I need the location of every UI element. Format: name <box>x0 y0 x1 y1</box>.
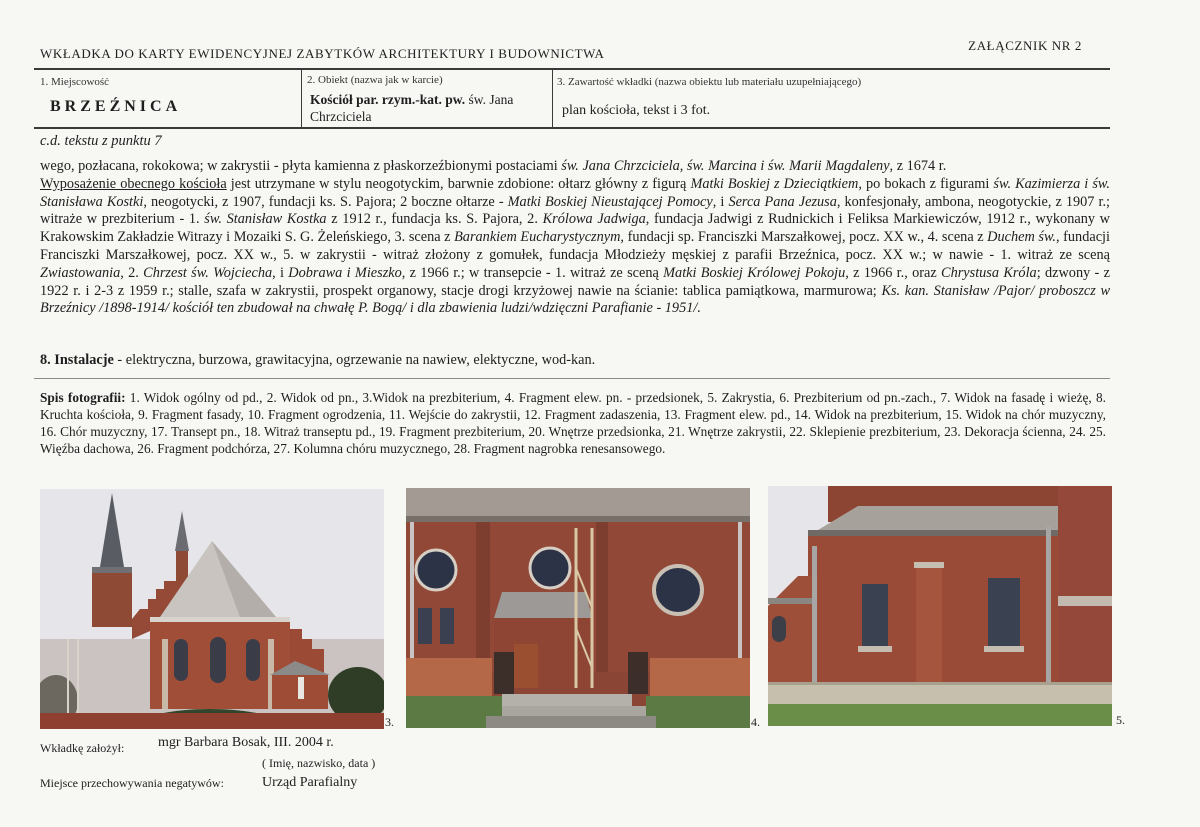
text-run: , 2. <box>120 264 144 281</box>
contents-value: plan kościoła, tekst i 3 fot. <box>562 103 711 118</box>
description-text <box>40 158 1110 318</box>
author-value: mgr Barbara Bosak, III. 2004 r. <box>158 735 334 750</box>
installations-text: - elektryczna, burzowa, grawitacyjna, ogrzewanie na nawiew, elektyczne, wod-kan. <box>113 352 596 368</box>
text-run: , z 1966 r., oraz <box>845 264 942 281</box>
text-run: , i <box>272 264 289 281</box>
header-rule-top <box>34 68 1110 70</box>
author-label: Wkładkę założył: <box>40 741 125 755</box>
text-run: , z 1966 r.; w transepcie - 1. witraż ze sceną <box>401 264 664 281</box>
photo-number-4: 4. <box>751 715 760 729</box>
text-run-italic: Serca Pana Jezusa <box>728 193 837 210</box>
photo-sacristy <box>768 486 1112 726</box>
text-run-italic: Chrystusa Króla <box>941 264 1037 281</box>
text-run-italic: Matki Boskiej Królowej Pokoju <box>663 264 846 281</box>
installations <box>40 352 595 369</box>
text-run: , i <box>712 193 729 210</box>
paragraph-2 <box>40 176 1110 318</box>
header-rule-bottom <box>34 127 1110 129</box>
document-title: WKŁADKA DO KARTY EWIDENCYJNEJ ZABYTKÓW ARCHITEKTURY I BUDOWNICTWA <box>40 46 605 61</box>
photo-church-apse <box>40 489 384 729</box>
continuation-note: c.d. tekstu z punktu 7 <box>40 133 162 149</box>
text-run-italic: Barankiem Eucharystycznym, <box>454 229 625 246</box>
text-run-italic: Matki Boskiej z Dzieciątkiem <box>690 175 859 192</box>
photo-number-5: 5. <box>1116 713 1125 727</box>
author-note: ( Imię, nazwisko, data ) <box>262 756 376 770</box>
text-run-italic: św. Kazimierza i św. Stanisława Kostki <box>40 175 1110 210</box>
text-run-italic: Duchem św. <box>987 229 1056 246</box>
text-run: , fundacja Jadwigi z Rudnickich i Feliksa Markiewiczów, 1912 r., wykonany w Krakowskim Zakładzie Witrazy i Mozaiki S. G. Żeleńskiego, 3. scena z <box>40 211 1111 246</box>
text-run-italic: Ks. kan. Stanisław /Pajor/ proboszcz w Brzeźnicy /1898-1914/ kościół ten zbudował na chwałę P. Bogą/ i dla zbawienia ludzi/wdzięczni Parafianie - 1951/. <box>40 282 1110 317</box>
text-run-italic: Dobrawa i Mieszko <box>288 264 402 281</box>
section-heading-underlined: Wyposażenie obecnego kościoła <box>40 175 227 192</box>
object-label: 2. Obiekt (nazwa jak w karcie) <box>307 74 443 86</box>
text-run: fundacji sp. Franciszki Marszałkowej, pocz. XX w., 4. scena z <box>624 229 988 246</box>
photo-north-facade <box>406 488 750 728</box>
text-run: z 1912 r., fundacja ks. S. Pajora, 2. <box>326 211 543 228</box>
text-run: jest utrzymane w stylu neogotyckim, barwnie zdobione: ołtarz główny z figurą <box>226 175 691 192</box>
annex-number: ZAŁĄCZNIK NR 2 <box>968 38 1082 53</box>
text-run-italic: Matki Boskiej Nieustającej Pomocy <box>507 193 713 210</box>
photo-number-3: 3. <box>385 715 394 729</box>
paragraph-1 <box>40 158 1110 176</box>
storage-value: Urząd Parafialny <box>262 775 358 790</box>
object-value <box>310 91 550 125</box>
photo-list-label: Spis fotografii: <box>40 390 126 405</box>
text-run: wego, pozłacana, rokokowa; w zakrystii - płyta kamienna z płaskorzeźbionymi postaciami <box>40 158 562 174</box>
storage-label: Miejsce przechowywania negatywów: <box>40 776 224 790</box>
field-divider-2 <box>552 70 553 127</box>
text-run-italic: Chrzest św. Wojciecha <box>143 264 273 281</box>
photo-north-facade-image <box>406 488 750 728</box>
text-run-italic: Zwiastowania <box>40 264 121 281</box>
text-run-italic: św. Jana Chrzciciela, św. Marcina i św. Marii Magdaleny <box>561 158 890 174</box>
installations-label: 8. Instalacje <box>40 352 114 368</box>
field-divider-1 <box>301 70 302 127</box>
photo-church-apse-image <box>40 489 384 729</box>
locality-value: BRZEŹNICA <box>50 98 182 115</box>
photo-sacristy-image <box>768 486 1112 726</box>
text-run: , z 1674 r. <box>889 158 947 174</box>
text-run: , po bokach z figurami <box>858 175 994 192</box>
locality-label: 1. Miejscowość <box>40 76 110 88</box>
text-run: , neogotycki, z 1907, fundacji ks. S. Pajora; 2 boczne ołtarze - <box>143 193 508 210</box>
contents-label: 3. Zawartość wkładki (nazwa obiektu lub materiału uzupełniającego) <box>557 76 862 88</box>
section-separator <box>34 378 1110 379</box>
photo-list-text: 1. Widok ogólny od pd., 2. Widok od pn., 3.Widok na prezbiterium, 4. Fragment elew. pn. - przedsionek, 5. Zakrystia, 6. Prezbiterium od pn.-zach., 7. Widok na fasadę i wieżę, 8. Kruchta kościoła, 9. Fragment fasady, 10. Fragment ogrodzenia, 11. Wejście do zakrystii, 12. Fragment zadaszenia, 13. Fragment elew. pd., 14. Widok na prezbiterium, 15. Widok na chór muzyczny, 16. Chór muzyczny, 17. Transept pn., 18. Witraż transeptu pd., 19. Fragment prezbiterium, 20. Wnętrze przedsionka, 21. Wnętrze zakrystii, 22. Sklepienie prezbiterium, 23. Dekoracja ścienna, 24. 25. Więźba dachowa, 26. Fragment podchórza, 27. Kolumna chóru muzycznego, 28. Fragment nagrobka renesansowego. <box>40 390 1106 456</box>
text-run: , konfesjonały, ambona, neogotyckie, z 1907 r.; witraże w prezbiterium - 1. <box>40 193 1111 228</box>
photo-list <box>40 389 1106 457</box>
text-run-italic: św. Stanisław Kostka <box>204 211 327 228</box>
text-run: ; dzwony - z 1922 r. i 2-3 z 1959 r.; stalle, szafa w zakrystii, prospekt organowy, stacje drogi krzyżowej nawie na ścianie: tablica pamiątkowa, marmurowa; <box>40 264 1110 299</box>
text-run-italic: Królowa Jadwiga <box>542 211 646 228</box>
object-value-rest: św. Jana Chrzciciela <box>310 92 514 124</box>
text-run: , fundacji Franciszki Marszałkowej, pocz. XX w., 5. w zakrystii - witraż złożony z gomułek, fundacja Młodzieży męskiej z parafii Brzeźnica, pocz. XX w.; w nawie - 1. witraż ze sceną <box>40 229 1110 263</box>
object-value-bold: Kościół par. rzym.-kat. pw. <box>310 92 466 107</box>
